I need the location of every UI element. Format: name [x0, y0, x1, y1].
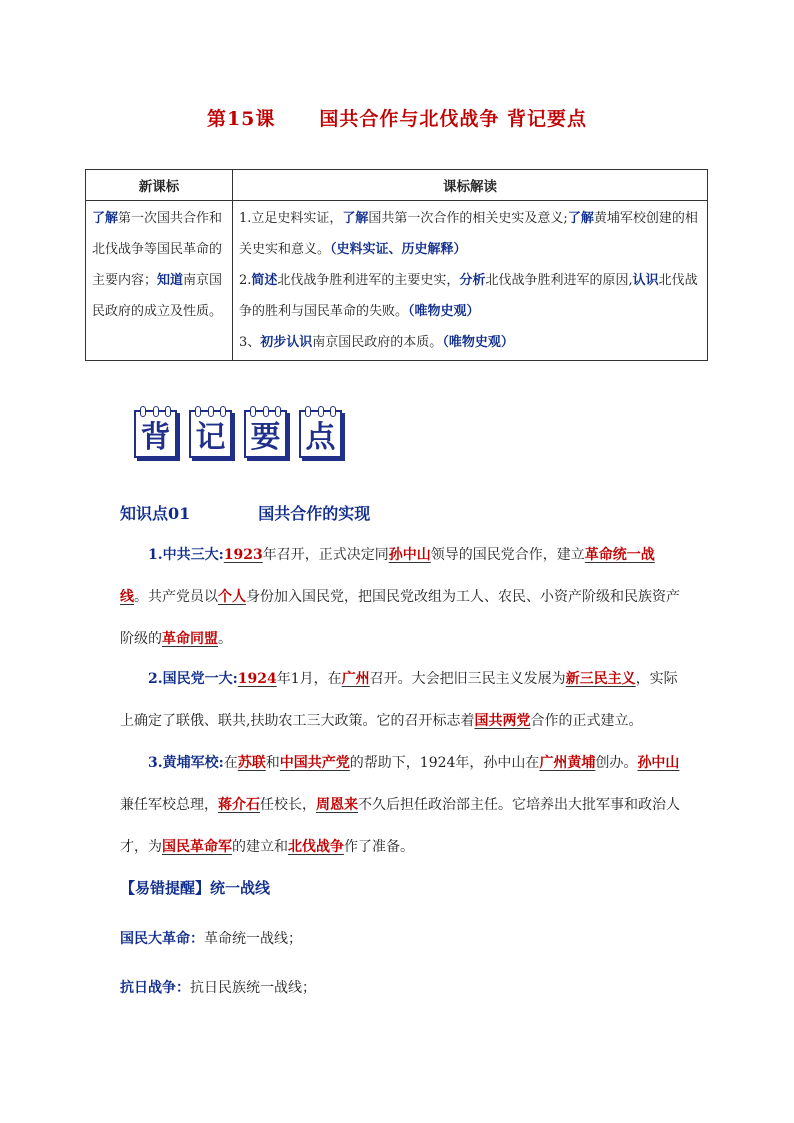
- paragraph-2: 2.国民党一大:1924年1月，在广州召开。大会把旧三民主义发展为新三民主义，实际上确定了联俄、联共,扶助农工三大政策。它的召开标志着国共两党合作的正式建立。: [120, 671, 678, 729]
- knowledge-point-heading: [120, 501, 370, 524]
- interpretation-line-3: 3、初步认识南京国民政府的本质。（唯物史观）: [239, 335, 514, 350]
- knowledge-point-title: 国共合作的实现: [258, 504, 371, 523]
- banner-char: 点: [305, 420, 336, 455]
- page-title: [0, 104, 794, 131]
- standards-table: [85, 169, 708, 361]
- banner-card: [189, 410, 232, 458]
- banner-card: [299, 410, 342, 458]
- banner-card: [244, 410, 287, 458]
- interpretation-cell: [233, 201, 708, 361]
- lesson-topic: 国共合作与北伐战争 背记要点: [319, 108, 588, 130]
- paragraph-1: 1.中共三大:1923年召开，正式决定同孙中山领导的国民党合作，建立革命统一战线。共产党员以个人身份加入国民党，把国民党改组为工人、农民、小资产阶级和民族资产阶级的革命同盟。: [120, 547, 680, 647]
- banner-card: [134, 410, 177, 458]
- header-new-standard: 新课标: [86, 170, 233, 201]
- banner-char: 背: [140, 420, 171, 455]
- table-header-row: [86, 170, 708, 201]
- paragraph-3: 3.黄埔军校:在苏联和中国共产党的帮助下，1924年，孙中山在广州黄埔创办。孙中山兼任军校总理，蒋介石任校长，周恩来不久后担任政治部主任。它培养出大批军事和政治人才，为国民革命军的建立和北伐战争作了准备。: [120, 755, 680, 855]
- tip-heading: 【易错提醒】统一战线: [120, 879, 271, 897]
- knowledge-point-label: 知识点01: [120, 504, 191, 523]
- lesson-number: 第15课: [206, 108, 276, 130]
- header-interpretation: 课标解读: [233, 170, 708, 201]
- table-row: [86, 201, 708, 361]
- banner-char: 要: [250, 420, 281, 455]
- list-item: 抗日战争：抗日民族统一战线；: [120, 980, 316, 996]
- memorize-banner: [134, 410, 342, 458]
- list-item: 国民大革命：革命统一战线；: [120, 931, 302, 947]
- interpretation-line-2: 2.简述北伐战争胜利进军的主要史实，分析北伐战争胜利进军的原因,认识北伐战争的胜利与国民革命的失败。（唯物史观）: [239, 273, 698, 319]
- new-standard-cell: 了解第一次国共合作和北伐战争等国民革命的主要内容；知道南京国民政府的成立及性质。: [86, 201, 233, 361]
- interpretation-line-1: 1.立足史料实证，了解国共第一次合作的相关史实及意义;了解黄埔军校创建的相关史实和意义。（史料实证、历史解释）: [239, 211, 698, 257]
- banner-char: 记: [195, 420, 226, 455]
